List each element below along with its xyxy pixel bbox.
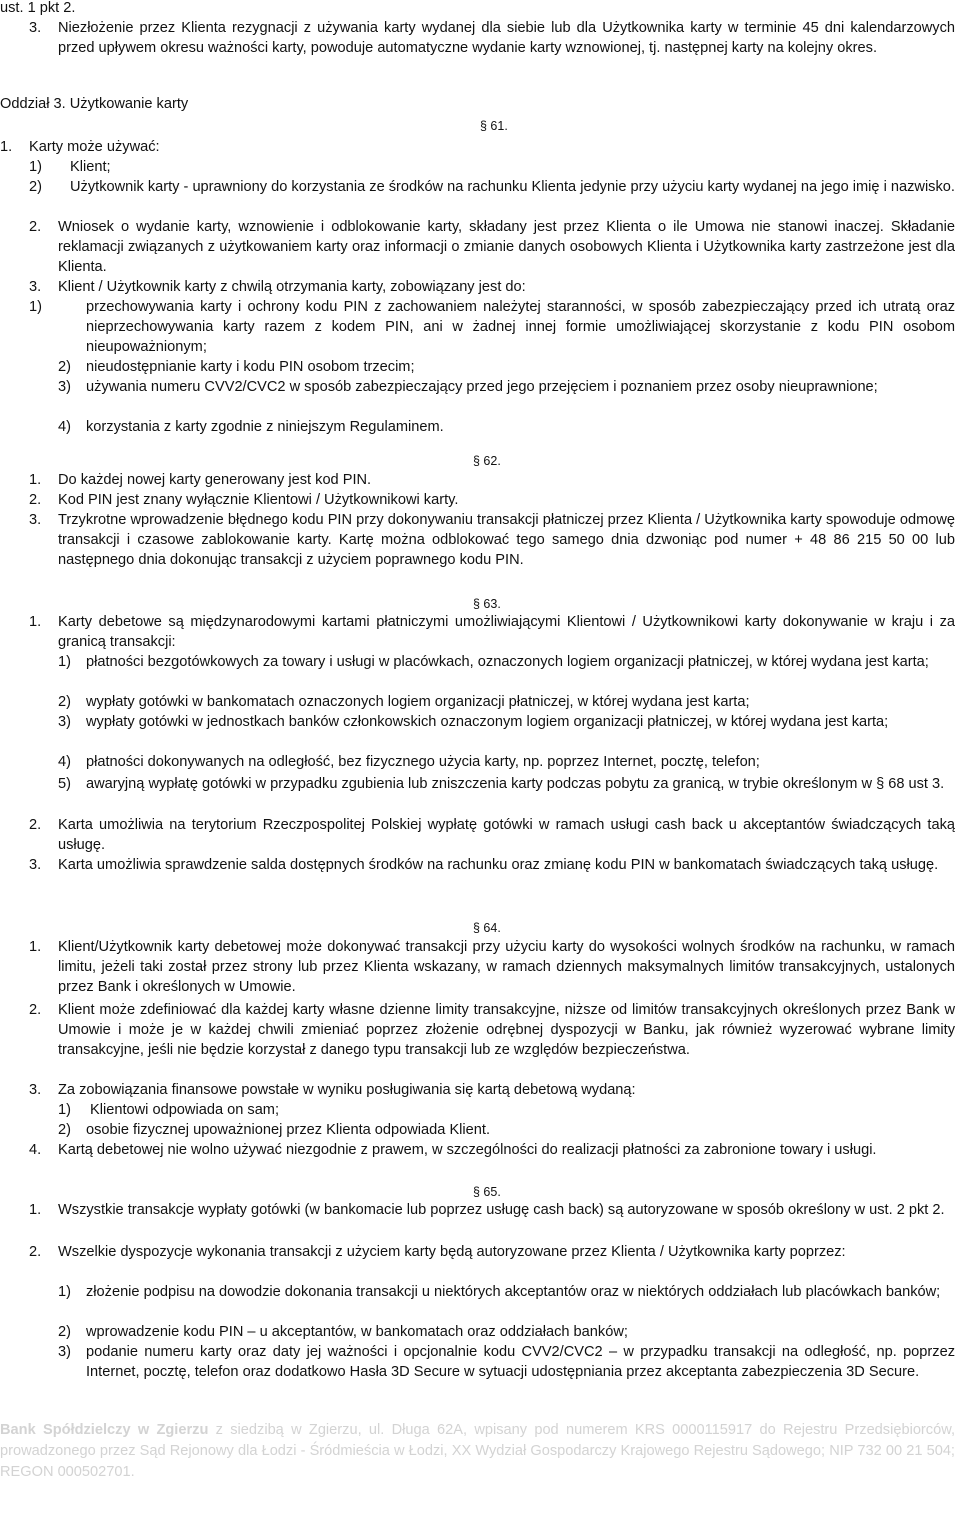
paragraph: Kartą debetowej nie wolno używać niezgodnie z prawem, w szczególności do realizacji płatności za zabronione towary i usługi. <box>58 1142 877 1158</box>
paragraph: wypłaty gotówki w jednostkach banków członkowskich oznaczonym logiem organizacji płatniczej, w której wydana jest karta; <box>86 714 889 730</box>
paragraph: Karty debetowe są międzynarodowymi kartami płatniczymi umożliwiającymi Klientowi / Użytkownikowi karty dokonywanie w kraju i za granicą transakcji: <box>58 614 955 650</box>
paragraph: awaryjną wypłatę gotówki w przypadku zgubienia lub zniszczenia karty podczas pobytu za granicą, w trybie określonym w § 68 ust 3. <box>86 776 945 792</box>
item-number: 2. <box>29 1002 42 1018</box>
subitem-number: 2) <box>29 179 42 195</box>
subitem-number: 5) <box>58 776 71 792</box>
paragraph: Do każdej nowej karty generowany jest kod PIN. <box>58 472 372 488</box>
item-number: 3. <box>29 512 42 528</box>
paragraph-title: § 63. <box>473 597 501 611</box>
item-number: 1. <box>0 139 13 155</box>
item-number: 2. <box>29 1244 42 1260</box>
paragraph: Wszelkie dyspozycje wykonania transakcji z użyciem karty będą autoryzowane przez Klienta / Użytkownika karty poprzez: <box>58 1244 846 1260</box>
paragraph-title: § 64. <box>473 921 501 935</box>
footer-text: z siedzibą w Zgierzu, ul. Długa 62A, wpisany pod numerem KRS 0000115917 do Rejestru Przedsiębiorców, prowadzonego przez Sąd Rejonowy dla Łodzi - Śródmieścia w Łodzi, XX Wydział Gospodarczy Krajowego Rejestru Sądowego; NIP 732 00 21 504; REGON 000502701. <box>0 1422 955 1480</box>
paragraph-title: § 65. <box>473 1185 501 1199</box>
paragraph: przechowywania karty i ochrony kodu PIN z zachowaniem należytej staranności, w sposób zabezpieczający przed ich utratą oraz nieprzechowywania karty razem z kodem PIN, ani w żadnej innej formie umożliwiającej skorzystanie z kodu PIN osobom nieupoważnionym; <box>86 299 955 355</box>
paragraph: Klient; <box>70 159 111 175</box>
section-ref: ust. 1 pkt 2. <box>0 0 76 16</box>
item-number: 1. <box>29 472 42 488</box>
subitem-number: 4) <box>58 419 71 435</box>
subitem-number: 1) <box>58 1284 71 1300</box>
item-number: 2. <box>29 219 42 235</box>
paragraph: nieudostępnianie karty i kodu PIN osobom trzecim; <box>86 359 415 375</box>
subitem-number: 2) <box>58 694 71 710</box>
subitem-number: 1) <box>58 1102 71 1118</box>
paragraph: płatności dokonywanych na odległość, bez fizycznego użycia karty, np. poprzez Internet, pocztę, telefon; <box>86 754 760 770</box>
paragraph: Klient / Użytkownik karty z chwilą otrzymania karty, zobowiązany jest do: <box>58 279 526 295</box>
paragraph: Karta umożliwia sprawdzenie salda dostępnych środków na rachunku oraz zmianę kodu PIN w bankomatach świadczących taką usługę. <box>58 857 939 873</box>
subitem-number: 2) <box>58 1324 71 1340</box>
paragraph: Kod PIN jest znany wyłącznie Klientowi / Użytkownikowi karty. <box>58 492 459 508</box>
paragraph: Klient/Użytkownik karty debetowej może dokonywać transakcji przy użyciu karty do wysokości wolnych środków na rachunku, w ramach limitu, jeżeli taki został przez strony lub przez Klienta wskazany, w ramach dziennych maksymalnych limitów transakcyjnych, ustalonych przez Bank i określonych w Umowie. <box>58 939 955 995</box>
paragraph: Klient może zdefiniować dla każdej karty własne dzienne limity transakcyjne, niższe od limitów transakcyjnych określonych przez Bank w Umowie i może je w każdej chwili zmieniać poprzez złożenie odrębnej dyspozycji w Banku, jak również wyzerować wybrane limity transakcyjne, jeśli nie będzie korzystał z danego typu transakcji lub ze względów bezpieczeństwa. <box>58 1002 955 1058</box>
paragraph-title: § 62. <box>473 454 501 468</box>
subitem-number: 3) <box>58 1344 71 1360</box>
paragraph: wprowadzenie kodu PIN – u akceptantów, w bankomatach oraz oddziałach banków; <box>86 1324 628 1340</box>
footer-bank-name: Bank Spółdzielczy w Zgierzu <box>0 1422 209 1438</box>
paragraph: podanie numeru karty oraz daty jej ważności i opcjonalnie kodu CVV2/CVC2 – w przypadku transakcji na odległość, np. poprzez Internet, pocztę, telefon oraz dodatkowo Hasła 3D Secure w sytuacji udostępniania przez akceptanta zabezpieczenia 3D Secure. <box>86 1344 955 1380</box>
subitem-number: 3) <box>58 379 71 395</box>
paragraph: wypłaty gotówki w bankomatach oznaczonych logiem organizacji płatniczej, w której wydana jest karta; <box>86 694 750 710</box>
item-number: 1. <box>29 1202 42 1218</box>
paragraph: korzystania z karty zgodnie z niniejszym Regulaminem. <box>86 419 444 435</box>
paragraph-title: § 61. <box>480 119 508 133</box>
item-number: 3. <box>29 1082 42 1098</box>
paragraph: Klientowi odpowiada on sam; <box>90 1102 280 1118</box>
item-number: 2. <box>29 817 42 833</box>
paragraph: złożenie podpisu na dowodzie dokonania transakcji u niektórych akceptantów oraz w niektórych oddziałach lub placówkach banków; <box>86 1284 941 1300</box>
subitem-number: 4) <box>58 754 71 770</box>
section-title: Oddział 3. Użytkowanie karty <box>0 96 189 112</box>
paragraph: płatności bezgotówkowych za towary i usługi w placówkach, oznaczonych logiem organizacji płatniczej, w której wydana jest karta; <box>86 654 929 670</box>
subitem-number: 1) <box>58 654 71 670</box>
subitem-number: 1) <box>29 299 42 315</box>
page-footer <box>0 1420 955 1483</box>
paragraph: Karta umożliwia na terytorium Rzeczpospolitej Polskiej wypłatę gotówki w ramach usługi cash back u akceptantów świadczących taką usługę. <box>58 817 955 853</box>
item-number: 1. <box>29 939 42 955</box>
subitem-number: 3) <box>58 714 71 730</box>
paragraph: Użytkownik karty - uprawniony do korzystania ze środków na rachunku Klienta jedynie przy użyciu karty wydanej na jego imię i nazwisko. <box>70 179 955 195</box>
paragraph: używania numeru CVV2/CVC2 w sposób zabezpieczający przed jego przejęciem i poznaniem przez osoby nieuprawnione; <box>86 379 878 395</box>
paragraph: Karty może używać: <box>29 139 160 155</box>
item-number: 2. <box>29 492 42 508</box>
paragraph: Za zobowiązania finansowe powstałe w wyniku posługiwania się kartą debetową wydaną: <box>58 1082 636 1098</box>
subitem-number: 2) <box>58 359 71 375</box>
item-number: 3. <box>29 279 42 295</box>
paragraph: Trzykrotne wprowadzenie błędnego kodu PIN przy dokonywaniu transakcji płatniczej przez Klienta / Użytkownika karty spowoduje odmowę transakcji i czasowe zablokowanie karty. Kartę można odblokować tego samego dnia dzwoniąc pod numer + 48 86 215 50 00 lub następnego dnia dokonując transakcji z użyciem poprawnego kodu PIN. <box>58 512 955 568</box>
subitem-number: 1) <box>29 159 42 175</box>
paragraph: osobie fizycznej upoważnionej przez Klienta odpowiada Klient. <box>86 1122 491 1138</box>
item-number: 3. <box>29 857 42 873</box>
paragraph: Niezłożenie przez Klienta rezygnacji z używania karty wydanej dla siebie lub dla Użytkownika karty w terminie 45 dni kalendarzowych przed upływem okresu ważności karty, powoduje automatyczne wydanie karty wznowionej, tj. następnej karty na kolejny okres. <box>58 20 955 56</box>
paragraph: Wniosek o wydanie karty, wznowienie i odblokowanie karty, składany jest przez Klienta o ile Umowa nie stanowi inaczej. Składanie reklamacji związanych z użytkowaniem karty oraz informacji o zmianie danych osobowych Klienta i Użytkownika karty zastrzeżone jest dla Klienta. <box>58 219 955 275</box>
item-number: 4. <box>29 1142 42 1158</box>
item-number: 3. <box>29 20 42 36</box>
paragraph: Wszystkie transakcje wypłaty gotówki (w bankomacie lub poprzez usługę cash back) są autoryzowane w sposób określony w ust. 2 pkt 2. <box>58 1202 945 1218</box>
subitem-number: 2) <box>58 1122 71 1138</box>
item-number: 1. <box>29 614 42 630</box>
